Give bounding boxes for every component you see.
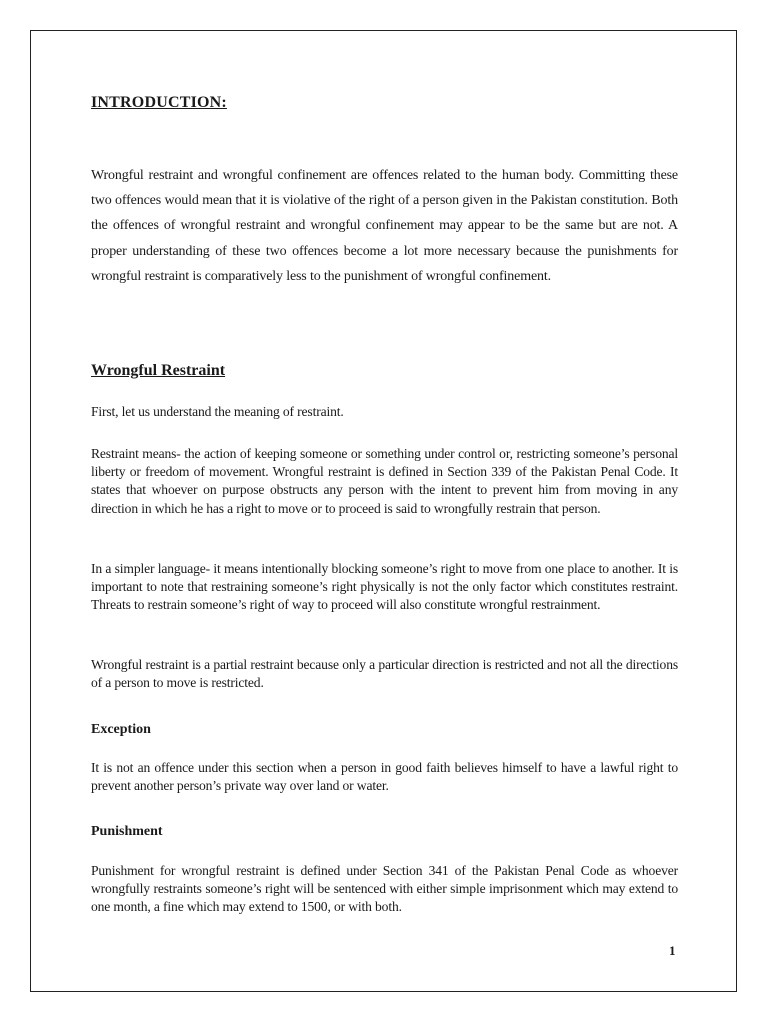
page-number: 1 bbox=[669, 943, 676, 958]
restraint-definition-paragraph: Restraint means- the action of keeping someone or something under control or, restricting someone’s personal liberty or freedom of movement. Wrongful restraint is defined in Section 339 of the Pakistan Penal Code. It states that whoever on purpose obstructs any person with the intent to prevent him from moving in any direction in which he has a right to move or to proceed is said to wrongfully restrain that person. bbox=[91, 446, 678, 516]
exception-paragraph: It is not an offence under this section when a person in good faith believes himself to have a lawful right to prevent another person’s private way over land or water. bbox=[91, 760, 678, 794]
partial-restraint-paragraph: Wrongful restraint is a partial restraint because only a particular direction is restricted and not all the directions of a person to move is restricted. bbox=[91, 657, 678, 691]
exception-heading: Exception bbox=[91, 722, 151, 737]
wrongful-restraint-heading: Wrongful Restraint bbox=[91, 362, 226, 379]
punishment-paragraph: Punishment for wrongful restraint is defined under Section 341 of the Pakistan Penal Code as whoever wrongfully restraints someone’s right will be sentenced with either simple imprisonment which may extend to one month, a fine which may extend to 1500, or with both. bbox=[91, 863, 678, 915]
introduction-paragraph: Wrongful restraint and wrongful confinement are offences related to the human body. Committing these two offences would mean that it is violative of the right of a person given in the Pakistan constitution. Both the offences of wrongful restraint and wrongful confinement may appear to be the same but are not. A proper understanding of these two offences become a lot more necessary because the punishments for wrongful restraint is comparatively less to the punishment of wrongful confinement. bbox=[91, 168, 678, 284]
introduction-heading: INTRODUCTION: bbox=[91, 94, 227, 111]
restraint-meaning-paragraph: First, let us understand the meaning of restraint. bbox=[91, 404, 344, 419]
punishment-heading: Punishment bbox=[91, 824, 163, 839]
simpler-language-paragraph: In a simpler language- it means intentionally blocking someone’s right to move from one place to another. It is important to note that restraining someone’s right physically is not the only factor which constitutes restraint. Threats to restrain someone’s right of way to proceed will also constitute wrongful restrainment. bbox=[91, 561, 678, 613]
